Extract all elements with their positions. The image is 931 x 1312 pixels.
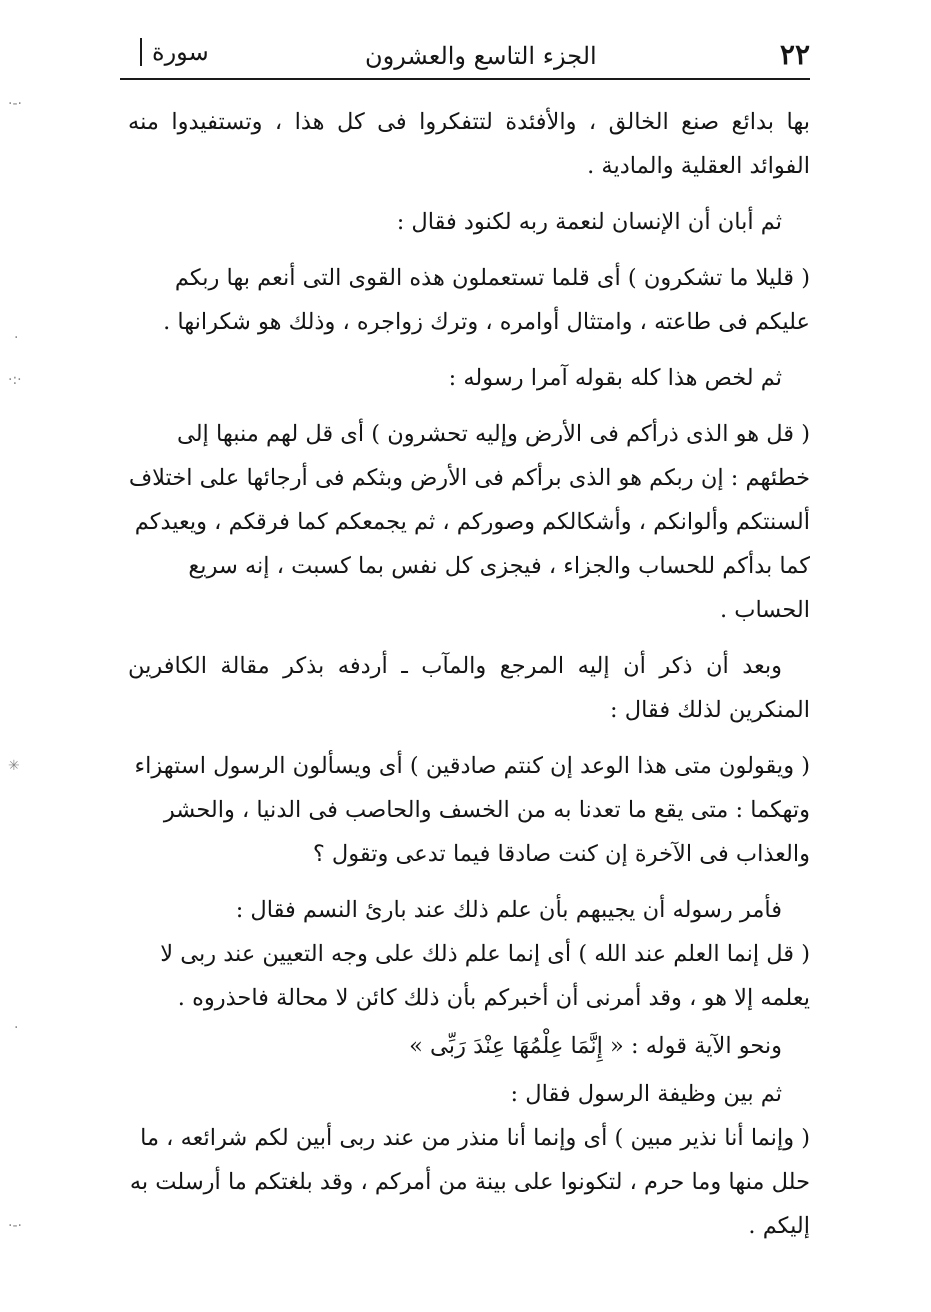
margin-mark: ·:· [8, 372, 22, 388]
paragraph: وبعد أن ذكر أن إليه المرجع والمآب ـ أردفه بذكر مقالة الكافرين المنكرين لذلك فقال : [128, 653, 810, 723]
quran-paragraph: ( قليلا ما تشكرون ) أى قلما تستعملون هذه القوى التى أنعم بها ربكم عليكم فى طاعته ، وامتثال أوامره ، وترك زواجره ، وذلك هو شكرانها . [163, 265, 810, 335]
margin-mark: ✳ [8, 758, 20, 774]
margin-mark: · [14, 330, 19, 346]
page-number: ٢٢ [779, 38, 810, 71]
paragraph: ثم بين وظيفة الرسول فقال : [510, 1081, 782, 1107]
page-header [120, 28, 810, 80]
quran-paragraph: ( قل هو الذى ذرأكم فى الأرض وإليه تحشرون ) أى قل لهم منبها إلى خطئهم : إن ربكم هو الذى برأكم فى الأرض وبثكم فى أرجائها على اختلاف ألسنتكم وألوانكم ، وأشكالكم وصوركم ، ثم يجمعكم كما فرقكم ، ويعيدكم كما بدأكم للحساب والجزاء ، فيجزى كل نفس بما كسبت ، إنه سريع الحساب . [128, 421, 810, 623]
paragraph: ثم أبان أن الإنسان لنعمة ربه لكنود فقال : [396, 209, 782, 235]
sura-label: سورة [140, 38, 209, 66]
main-text [128, 100, 810, 1248]
margin-mark: · [14, 1020, 19, 1036]
quran-paragraph: ( ويقولون متى هذا الوعد إن كنتم صادقين ) أى ويسألون الرسول استهزاء وتهكما : متى يقع ما تعدنا به من الخسف والحاصب فى الدنيا ، والحشر والعذاب فى الآخرة إن كنت صادقا فيما تدعى وتقول ؟ [134, 753, 810, 867]
paragraph: بها بدائع صنع الخالق ، والأفئدة لتتفكروا فى كل هذا ، وتستفيدوا منه الفوائد العقلية والمادية . [128, 109, 810, 179]
quran-paragraph: ( قل إنما العلم عند الله ) أى إنما علم ذلك على وجه التعيين عند ربى لا يعلمه إلا هو ، وقد أمرنى أن أخبركم بأن ذلك كائن لا محالة فاحذروه . [160, 941, 810, 1011]
quran-paragraph: ( وإنما أنا نذير مبين ) أى وإنما أنا منذر من عند ربى أبين لكم شرائعه ، ما حلل منها وما حرم ، لتكونوا على بينة من أمركم ، وقد بلغتكم ما أرسلت به إليكم . [129, 1125, 810, 1239]
paragraph: ثم لخص هذا كله بقوله آمرا رسوله : [448, 365, 782, 391]
paragraph: فأمر رسوله أن يجيبهم بأن علم ذلك عند بارئ النسم فقال : [235, 897, 782, 923]
margin-mark: ·-· [8, 1218, 22, 1234]
margin-mark: ·-· [8, 96, 22, 112]
quran-citation: ونحو الآية قوله : « إِنَّمَا عِلْمُهَا عِنْدَ رَبِّى » [409, 1033, 782, 1059]
running-title: الجزء التاسع والعشرون [365, 42, 597, 70]
